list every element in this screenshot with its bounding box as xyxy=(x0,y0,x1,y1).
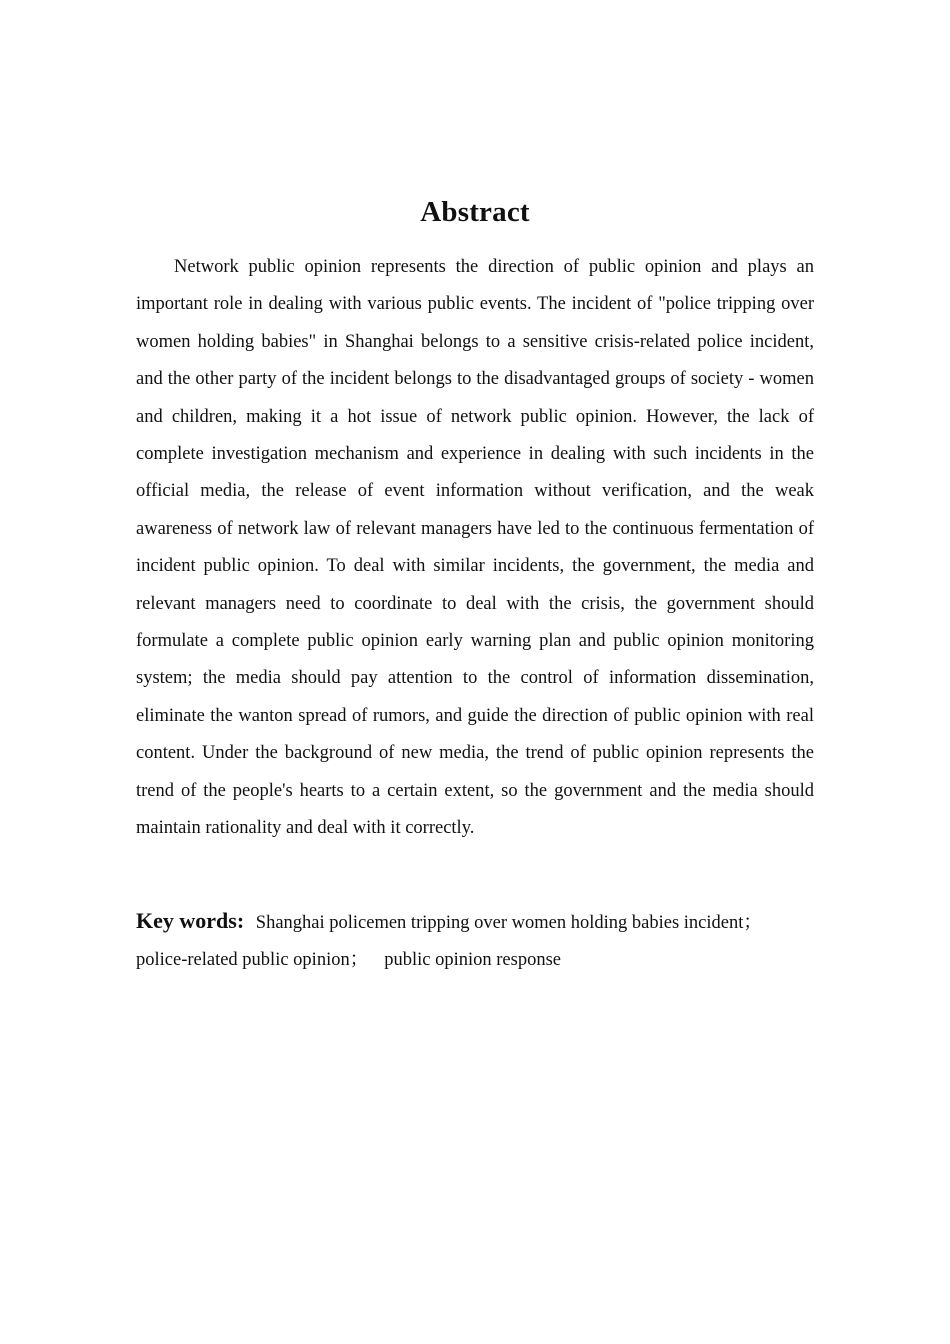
keyword-separator: ； xyxy=(743,912,762,933)
page-title: Abstract xyxy=(420,196,530,228)
abstract-body: Network public opinion represents the direction of public opinion and plays an important role in dealing with various public events. The incident of "police tripping over women holding babies" in Shanghai belongs to a sensitive crisis-related police incident, and the other party of the incident belongs to the disadvantaged groups of society - women and children, making it a hot issue of network public opinion. However, the lack of complete investigation mechanism and experience in dealing with such incidents in the official media, the release of event information without verification, and the weak awareness of network law of relevant managers have led to the continuous fermentation of incident public opinion. To deal with similar incidents, the government, the media and relevant managers need to coordinate to deal with the crisis, the government should formulate a complete public opinion early warning plan and public opinion monitoring system; the media should pay attention to the control of information dissemination, eliminate the wanton spread of rumors, and guide the direction of public opinion with real content. Under the background of new media, the trend of public opinion represents the trend of the people's hearts to a certain extent, so the government and the media should maintain rationality and deal with it correctly. xyxy=(136,257,814,839)
keyword-item: Shanghai policemen tripping over women holding babies incident xyxy=(255,912,744,933)
keyword-item: police-related public opinion xyxy=(136,949,350,970)
keywords-block xyxy=(136,902,814,979)
keyword-item: public opinion response xyxy=(384,949,561,970)
keyword-separator: ； xyxy=(349,949,369,970)
keywords-label: Key words: xyxy=(136,907,245,933)
abstract-section xyxy=(136,188,814,979)
